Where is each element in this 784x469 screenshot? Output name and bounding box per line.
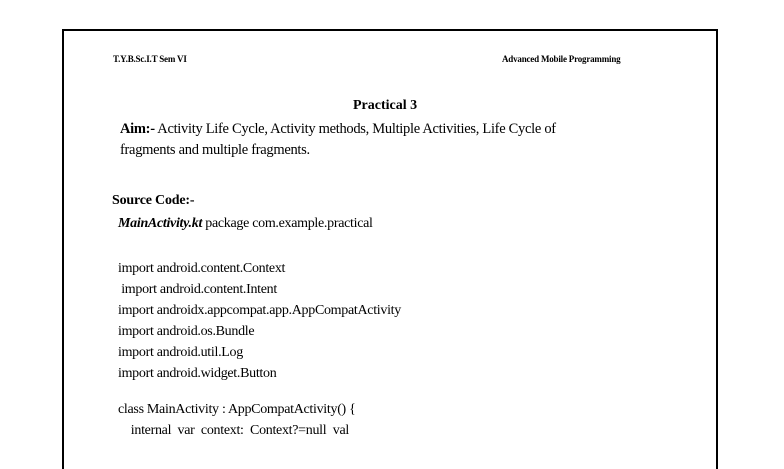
code-block xyxy=(118,258,401,441)
source-code-heading: Source Code:- xyxy=(112,193,195,208)
aim-line-1 xyxy=(120,119,680,140)
aim-label: Aim:- xyxy=(120,121,155,137)
aim-text-1: Activity Life Cycle, Activity methods, Multiple Activities, Life Cycle of xyxy=(154,121,556,137)
aim-line-2: fragments and multiple fragments. xyxy=(120,142,310,158)
code-line: class MainActivity : AppCompatActivity() { xyxy=(118,402,356,417)
code-gap xyxy=(118,384,401,399)
file-name: MainActivity.kt xyxy=(118,216,203,231)
aim-paragraph xyxy=(120,119,680,161)
code-line: internal var context: Context?=null val xyxy=(118,423,349,438)
code-line: import android.os.Bundle xyxy=(118,324,255,339)
code-line: import android.widget.Button xyxy=(118,366,277,381)
code-line: import androidx.appcompat.app.AppCompatActivity xyxy=(118,303,401,318)
code-line: import android.content.Intent xyxy=(118,282,277,297)
code-line: import android.content.Context xyxy=(118,261,286,276)
file-name-line xyxy=(118,216,373,232)
header-subject: Advanced Mobile Programming xyxy=(502,54,621,64)
header-course: T.Y.B.Sc.I.T Sem VI xyxy=(113,54,187,64)
practical-title: Practical 3 xyxy=(353,98,418,113)
package-statement: package com.example.practical xyxy=(202,216,373,231)
code-line: import android.util.Log xyxy=(118,345,243,360)
